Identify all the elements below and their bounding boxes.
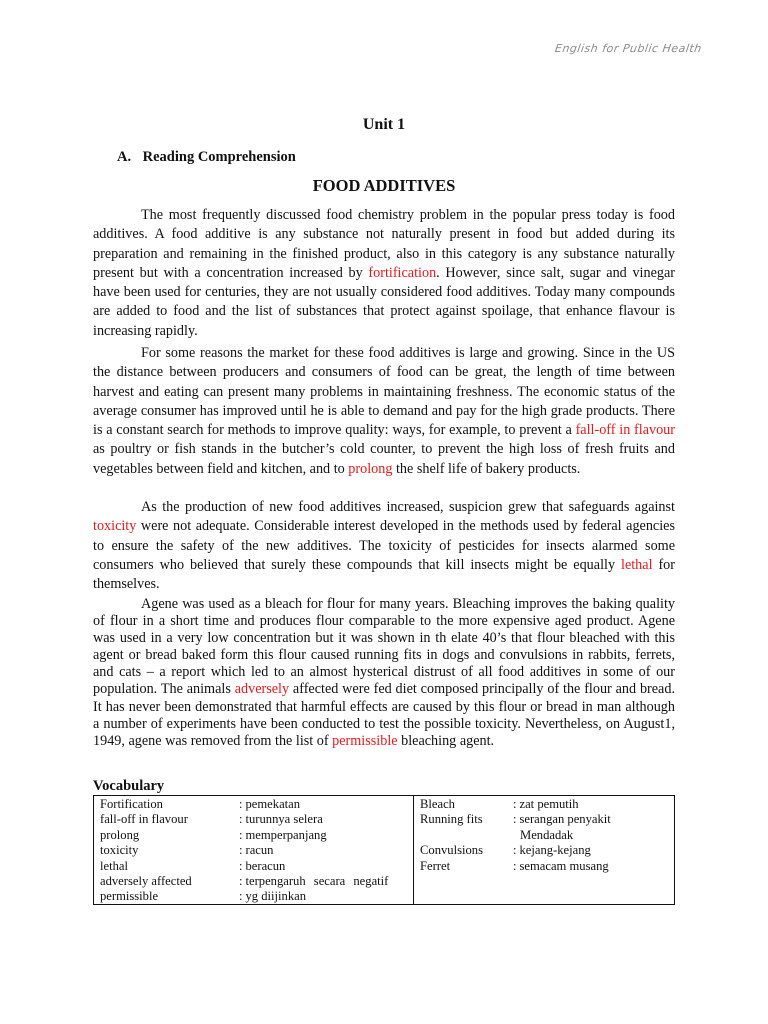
vocabulary-row-continuation [420,828,674,843]
section-title: Reading Comprehension [142,149,296,165]
vocabulary-row: prolong : memperpanjang [100,827,327,842]
vocab-definition: beracun [245,858,286,873]
vocab-term: permissible [100,889,159,904]
paragraph-1 [93,206,675,341]
vocab-definition: zat pemutih [519,797,579,811]
vocabulary-row: Convulsions : kejang-kejang [420,843,591,858]
section-marker: A. [117,149,132,165]
text-segment: affected were fed diet composed principally of the flour and bread. It has never been demonstrated that harmful effects are caused by this flour or bread in man although a number of experiments have been conducted to test the possible toxicity. Nevertheless, on August1, 1949, agene was removed from the list of [93,681,675,749]
vocabulary-column-right [414,796,674,904]
vocabulary-row: Bleach : zat pemutih [420,797,579,811]
vocabulary-row: toxicity : racun [100,843,274,858]
text-segment: Agene was used as a bleach for flour for many years. Bleaching improves the baking quality of flour in a short time and produces flour comparable to the more expensive aged product. Agene was used in a very low concentration but it was shown in th elate 40’s that flour bleached with this agent or bread baked form this flour caused running fits in dogs and convulsions in rabbits, ferrets, and cats – a report which led to an almost hysterical distrust of all food additives in some of our population. The animals [93,596,675,698]
vocab-definition: pemekatan [245,797,301,811]
vocab-definition-continuation: Mendadak [520,827,574,842]
vocabulary-row: Ferret : semacam musang [420,858,609,873]
vocab-term: adversely affected [100,874,192,889]
vocabulary-column-left [94,796,414,904]
vocab-definition: racun [245,843,274,858]
vocab-term: fall-off in flavour [100,812,188,827]
vocab-term: Ferret [420,858,451,873]
vocabulary-row: adversely affected : terpengaruh secara negatif [100,874,389,889]
vocab-term: prolong [100,827,140,842]
highlighted-term: fall-off in flavour [575,422,676,439]
vocabulary-row: Running fits : serangan penyakit [420,812,611,827]
vocab-definition: turunnya selera [245,812,323,827]
unit-title: Unit 1 [362,116,406,133]
article-title: FOOD ADDITIVES [312,176,456,195]
running-header: English for Public Health [554,42,703,55]
text-segment: for themselves. [93,556,676,593]
vocab-definition: semacam musang [519,858,609,873]
vocabulary-row: fall-off in flavour : turunnya selera [100,812,323,827]
vocab-definition: memperpanjang [245,827,327,842]
vocabulary-row: Fortification : pemekatan [100,797,301,811]
highlighted-term: fortification [368,264,437,281]
vocabulary-title: Vocabulary [93,778,165,794]
vocabulary-row: permissible : yg diijinkan [100,889,307,904]
vocab-term: Convulsions [420,843,483,858]
vocabulary-row: lethal : beracun [100,858,286,873]
highlighted-term: adversely [234,681,290,698]
vocab-definition: terpengaruh secara negatif [245,874,389,889]
vocab-term: lethal [100,858,128,873]
vocab-term: toxicity [100,843,139,858]
highlighted-term: toxicity [93,518,137,535]
vocab-term: Bleach [420,797,455,811]
text-segment: bleaching agent. [397,732,495,749]
vocab-definition: yg diijinkan [245,889,307,904]
vocab-definition: kejang-kejang [519,843,591,858]
highlighted-term: permissible [332,732,398,749]
text-segment: . However, since salt, sugar and vinegar have been used for centuries, they are not usually considered food additives. Today many compounds are added to food and the list of substances that protect against spoilage, that enhance flavour is increasing rapidly. [93,264,675,339]
text-segment: the shelf life of bakery products. [392,460,581,477]
vocabulary-table [93,795,675,905]
text-segment: were not adequate. Considerable interest developed in the methods used by federal agencies to ensure the safety of the new additives. The toxicity of pesticides for insects alarmed some consumers who believed that surely these compounds that kill insects might be equally [93,518,675,573]
text-segment: The most frequently discussed food chemistry problem in the popular press today is food additives. A food additive is any substance not naturally present in food but added during its preparation and remaining in the finished product, also in this category is any substance naturally present but with a concentration increased by [93,207,675,281]
text-segment: as poultry or fish stands in the butcher’s cold counter, to prevent the high loss of fresh fruits and vegetables between field and kitchen, and to [93,441,675,477]
paragraph-2 [93,344,675,479]
paragraph-4 [93,596,675,750]
vocab-definition: serangan penyakit [519,812,611,827]
text-segment: For some reasons the market for these food additives is large and growing. Since in the US the distance between producers and consumers of food can be great, the length of time between harvest and eating can present many problems in maintaining freshness. The economic status of the average consumer has improved until he is able to demand and pay for the high grade products. There is a constant search for methods to improve quality: ways, for example, to prevent a [93,345,675,439]
paragraph-3 [93,498,675,594]
highlighted-term: lethal [621,556,653,573]
highlighted-term: prolong [348,460,393,477]
section-heading [117,149,296,166]
vocab-term: Fortification [100,797,163,811]
vocab-term: Running fits [420,812,483,827]
text-segment: As the production of new food additives increased, suspicion grew that safeguards against [141,499,675,515]
